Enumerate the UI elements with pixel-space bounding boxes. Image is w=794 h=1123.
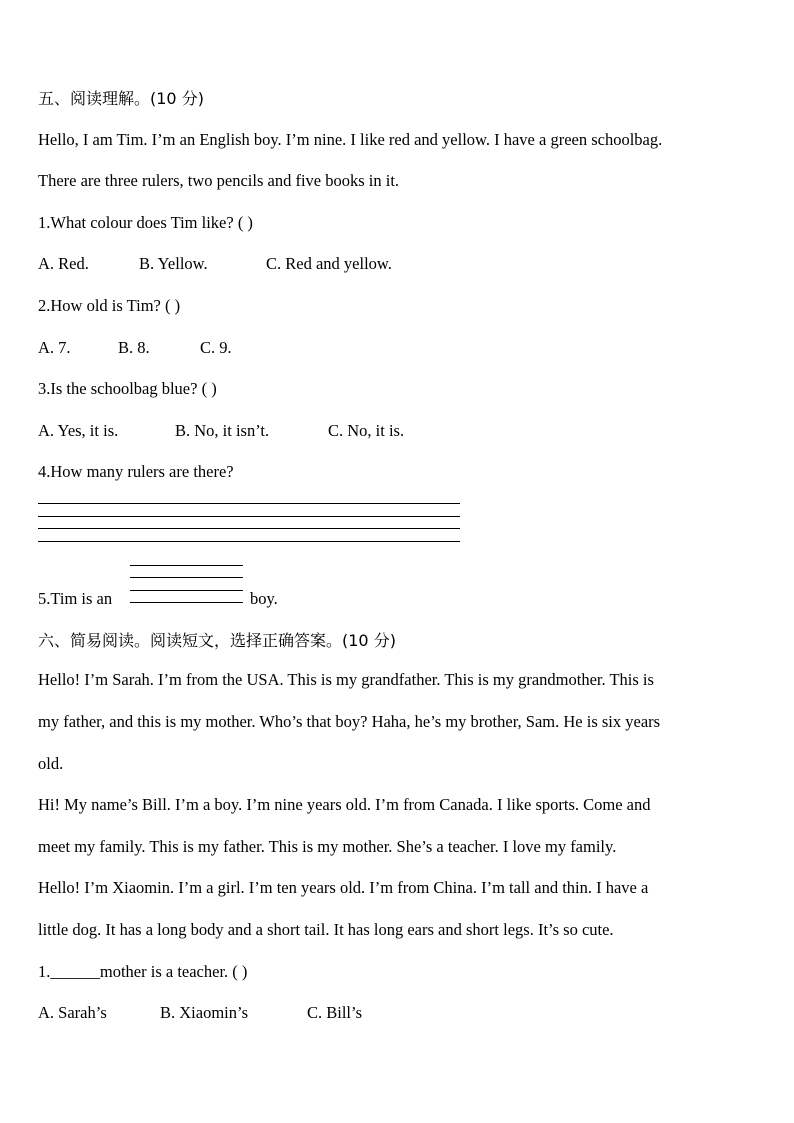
question-3-options (38, 421, 404, 441)
passage-line: Hello! I’m Sarah. I’m from the USA. This is my grandfather. This is my grandmother. This is (38, 670, 654, 689)
passage-line: Hello, I am Tim. I’m an English boy. I’m nine. I like red and yellow. I have a green schoolbag. (38, 130, 663, 149)
option-c[interactable]: C. No, it is. (328, 421, 405, 440)
section5-heading: 五、阅读理解。(10 分) (38, 89, 204, 108)
option-b[interactable]: B. Yellow. (139, 254, 208, 273)
option-a[interactable]: A. Yes, it is. (38, 421, 119, 440)
question-4: 4.How many rulers are there? (38, 462, 234, 481)
question-1-options (38, 254, 392, 274)
passage-line: Hello! I’m Xiaomin. I’m a girl. I’m ten years old. I’m from China. I’m tall and thin. I have a (38, 878, 649, 897)
section6-heading: 六、简易阅读。阅读短文，选择正确答案。(10 分) (38, 631, 396, 650)
question-1: 1.What colour does Tim like? ( ) (38, 213, 253, 232)
blank-line[interactable] (130, 565, 243, 566)
section6-question-1: 1.______mother is a teacher. ( ) (38, 962, 248, 981)
answer-line[interactable] (38, 503, 460, 504)
passage-line: old. (38, 754, 64, 773)
option-c[interactable]: C. 9. (200, 338, 232, 357)
passage-line: meet my family. This is my father. This is my mother. She’s a teacher. I love my family. (38, 837, 617, 856)
question-2: 2.How old is Tim? ( ) (38, 296, 181, 315)
option-a[interactable]: A. Sarah’s (38, 1003, 107, 1022)
option-a[interactable]: A. Red. (38, 254, 89, 273)
question-5-suffix: boy. (250, 589, 278, 608)
option-a[interactable]: A. 7. (38, 338, 71, 357)
question-2-options (38, 338, 232, 358)
answer-line[interactable] (38, 541, 460, 542)
answer-line[interactable] (38, 516, 460, 517)
option-c[interactable]: C. Bill’s (307, 1003, 363, 1022)
option-b[interactable]: B. No, it isn’t. (175, 421, 270, 440)
blank-line[interactable] (130, 577, 243, 578)
question-3: 3.Is the schoolbag blue? ( ) (38, 379, 217, 398)
blank-line[interactable] (130, 590, 243, 591)
passage-line: my father, and this is my mother. Who’s that boy? Haha, he’s my brother, Sam. He is six years (38, 712, 661, 731)
answer-line[interactable] (38, 528, 460, 529)
option-b[interactable]: B. Xiaomin’s (160, 1003, 249, 1022)
blank-line[interactable] (130, 602, 243, 603)
question-5-prefix: 5.Tim is an (38, 589, 113, 608)
option-c[interactable]: C. Red and yellow. (266, 254, 392, 273)
section6-question-1-options (38, 1003, 362, 1023)
passage-line: little dog. It has a long body and a short tail. It has long ears and short legs. It’s so cute. (38, 920, 614, 939)
passage-line: Hi! My name’s Bill. I’m a boy. I’m nine years old. I’m from Canada. I like sports. Come and (38, 795, 651, 814)
option-b[interactable]: B. 8. (118, 338, 150, 357)
passage-line: There are three rulers, two pencils and five books in it. (38, 171, 400, 190)
